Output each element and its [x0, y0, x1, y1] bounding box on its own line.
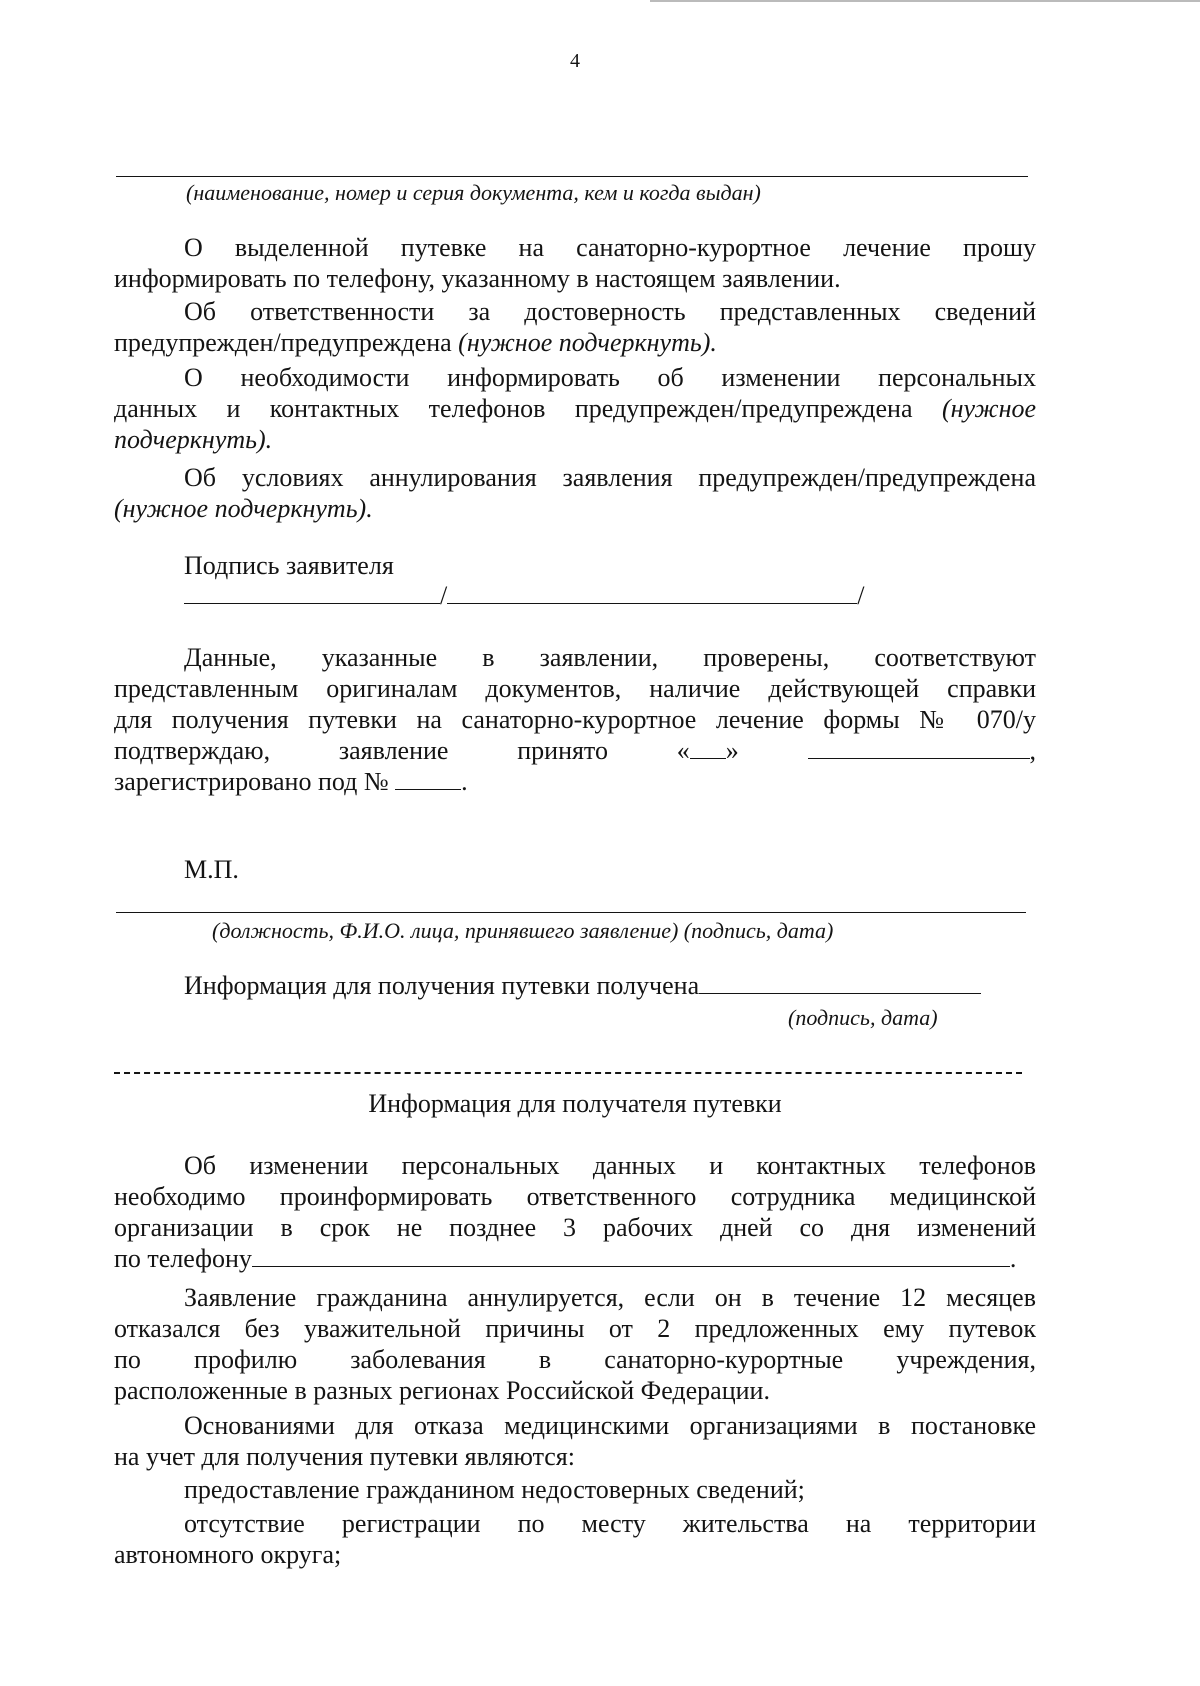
month-blank [808, 736, 1030, 759]
paragraph-change-notice [114, 1150, 1036, 1274]
word: подтверждаю, [114, 736, 271, 765]
underline-note: (нужное [941, 394, 1037, 423]
underline-note: (нужное подчеркнуть). [458, 328, 717, 357]
paragraph-line: для получения путевки на санаторно-курортное лечение формы № 070/у [114, 705, 1036, 734]
comma: , [1029, 736, 1037, 765]
paragraph-verification [114, 642, 1036, 797]
date-day-field [677, 736, 739, 765]
paragraph-line: расположенные в разных регионах Российской Федерации. [114, 1376, 770, 1405]
scan-edge-line [650, 0, 1200, 2]
paragraph-line: Данные, указанные в заявлении, проверены, соответствуют [184, 643, 1036, 672]
paragraph-line: Основаниями для отказа медицинскими организациями в постановке [184, 1411, 1036, 1440]
word: заявление [338, 736, 449, 765]
recipient-info-heading [114, 1088, 1036, 1119]
received-line [184, 970, 981, 1001]
word: принято [517, 736, 608, 765]
paragraph-annulment [114, 462, 1036, 524]
paragraph-line [114, 766, 1036, 797]
paragraph-personal-data [114, 362, 1036, 455]
paragraph-line: предоставление гражданином недостоверных сведений; [184, 1475, 805, 1504]
paragraph-line: Об ответственности за достоверность представленных сведений [184, 297, 1036, 326]
document-underline [116, 176, 1028, 177]
cut-line [114, 1072, 1022, 1074]
received-label: Информация для получения путевки получена [184, 971, 700, 1000]
page-number: 4 [570, 50, 580, 72]
period: . [1009, 1244, 1017, 1273]
date-month-field [808, 736, 1037, 765]
paragraph-line [114, 1243, 1036, 1274]
paragraph-line: Об условиях аннулирования заявления предупрежден/предупреждена [184, 463, 1036, 492]
signature-blank [184, 581, 440, 604]
paragraph-line [114, 327, 1036, 358]
paragraph-notify-phone [114, 232, 1036, 294]
paragraph-refusal-grounds [114, 1410, 1036, 1472]
quote-close: » [725, 736, 739, 765]
paragraph-line: автономного округа; [114, 1540, 342, 1569]
period: . [461, 767, 468, 796]
paragraph-line [114, 393, 1036, 424]
quote-open: « [676, 736, 690, 765]
paragraph-line: О необходимости информировать об изменении персональных [184, 363, 1036, 392]
paragraph-line: отказался без уважительной причины от 2 предложенных ему путевок [114, 1314, 1036, 1343]
paragraph-line: отсутствие регистрации по месту жительства на территории [184, 1509, 1036, 1538]
received-signature-blank [699, 971, 981, 994]
paragraph-line: О выделенной путевке на санаторно-курортное лечение прошу [184, 233, 1036, 262]
heading-text: Информация для получателя путевки [368, 1089, 782, 1118]
name-blank [447, 581, 857, 604]
paragraph-line: представленным оригиналам документов, наличие действующей справки [114, 674, 1036, 703]
paragraph-line: Заявление гражданина аннулируется, если он в течение 12 месяцев [184, 1283, 1036, 1312]
signature-slash: / [440, 581, 448, 610]
paragraph-line: на учет для получения путевки являются: [114, 1442, 575, 1471]
paragraph-false-info [114, 1474, 1036, 1505]
signature-label: Подпись заявителя [184, 551, 394, 580]
paragraph-line [114, 735, 1036, 766]
registration-number-blank [395, 767, 461, 790]
registration-label: зарегистрировано под № [114, 767, 389, 796]
paragraph-text: данных и контактных телефонов предупрежден/предупреждена [114, 394, 913, 423]
paragraph-line: по профилю заболевания в санаторно-курортные учреждения, [114, 1345, 1036, 1374]
underline-note: (нужное подчеркнуть). [114, 494, 373, 523]
phone-blank [252, 1244, 1010, 1267]
paragraph-line: организации в срок не позднее 3 рабочих дней со дня изменений [114, 1213, 1036, 1242]
paragraph-text: предупрежден/предупреждена [114, 328, 452, 357]
official-caption: (должность, Ф.И.О. лица, принявшего заявление) (подпись, дата) [212, 918, 834, 943]
paragraph-line: Об изменении персональных данных и контактных телефонов [184, 1151, 1036, 1180]
signature-slash: / [857, 581, 865, 610]
paragraph-responsibility [114, 296, 1036, 358]
paragraph-annulment-rule [114, 1282, 1036, 1406]
official-underline [116, 912, 1026, 913]
document-caption: (наименование, номер и серия документа, кем и когда выдан) [186, 180, 761, 205]
underline-note: подчеркнуть). [114, 425, 273, 454]
paragraph-line: необходимо проинформировать ответственного сотрудника медицинской [114, 1182, 1036, 1211]
paragraph-no-registration [114, 1508, 1036, 1570]
received-caption: (подпись, дата) [788, 1005, 938, 1030]
stamp-place: М.П. [184, 855, 239, 884]
paragraph-line: информировать по телефону, указанному в настоящем заявлении. [114, 264, 841, 293]
signature-line [184, 580, 864, 611]
day-blank [690, 736, 726, 759]
phone-label: по телефону [114, 1244, 252, 1273]
